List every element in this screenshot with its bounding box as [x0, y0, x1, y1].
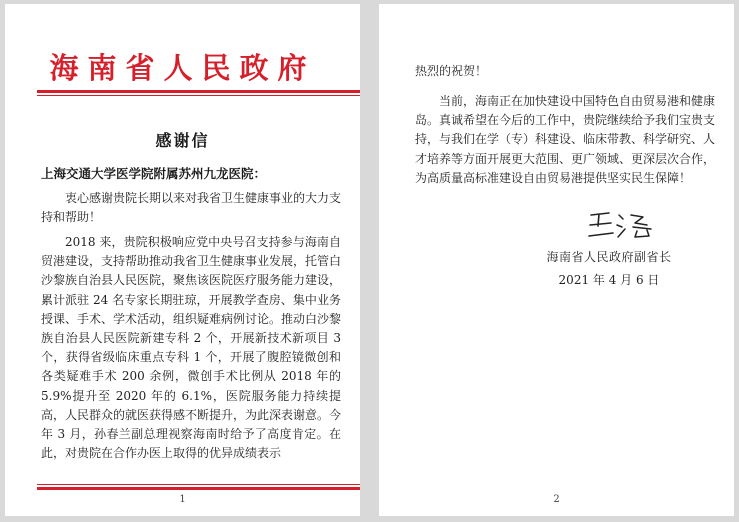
paragraph-details: 2018 来，贵院积极响应党中央号召支持参与海南自贸港建设，支持帮助推动我省卫生健康事业发展，托管白沙黎族自治县人民医院，聚焦该医院医疗服务能力建设，累计派驻 24 名专家长期驻琼，开展教学查房、集中业务授课、手术、学术活动，组织疑难病例讨论。推动白沙黎族自治县人民医院新建专科 2 个，开展新技术新项目 3 个，获得省级临床重点专科 1 个，开展了腹腔镜微创和各类疑难手术 200 余例，微创手术比例从 2018 年的 5.9%提升至 2020 年的 6.1%，医院服务能力持续提高，人民群众的就医获得感不断提升，为此深表谢意。今年 3 月，孙春兰副总理视察海南时给予了高度肯定。在此，对贵院在合作办医上取得的优异成绩表示 — [41, 235, 342, 461]
signature-date: 2021 年 4 月 6 日 — [558, 273, 660, 287]
letterhead-rule-thin — [37, 95, 360, 96]
document-page-1 — [5, 4, 360, 516]
document-page-2 — [379, 4, 734, 516]
page-number: 2 — [553, 494, 560, 505]
footer-rule-thick — [37, 487, 360, 490]
page-number: 1 — [179, 494, 186, 505]
document-title: 感谢信 — [155, 131, 210, 150]
paragraph-continuation: 热烈的祝贺！ — [415, 64, 488, 78]
salutation: 上海交通大学医学院附属苏州九龙医院： — [41, 166, 267, 181]
paragraph-thanks: 衷心感谢贵院长期以来对我省卫生健康事业的大力支持和帮助！ — [41, 191, 342, 225]
signer-title: 海南省人民政府副省长 — [546, 250, 672, 264]
handwritten-signature — [587, 209, 657, 239]
letterhead-rule-thick — [37, 90, 360, 93]
paragraph-hopes: 当前，海南正在加快建设中国特色自由贸易港和健康岛。真诚希望在今后的工作中，贵院继续给予我们宝贵支持，与我们在学（专）科建设、临床带教、科学研究、人才培养等方面开展更大范围、更广领域、更深层次合作，为高质量高标准建设自由贸易港提供坚实民生保障！ — [415, 94, 716, 185]
footer-rule-thin — [37, 484, 360, 485]
letterhead-title: 海南省人民政府 — [49, 51, 316, 85]
